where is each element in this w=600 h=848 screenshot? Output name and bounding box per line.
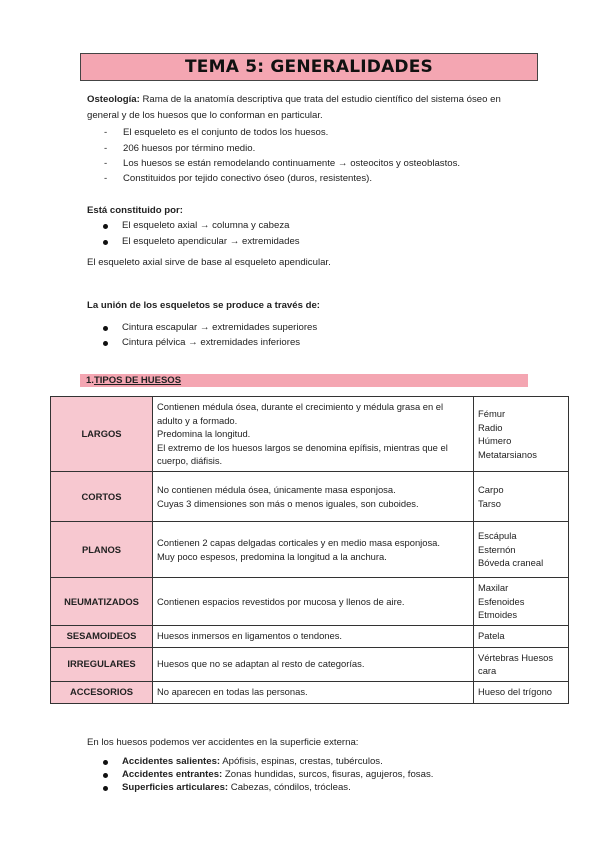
example-line: Maxilar: [478, 582, 509, 593]
example-line: Fémur: [478, 408, 506, 419]
bullet-icon: [103, 341, 108, 346]
bone-types-table: [50, 396, 569, 704]
section-number: 1.: [86, 375, 94, 386]
bullet-icon: [103, 773, 108, 778]
desc-line: Contienen espacios revestidos por mucosa y llenos de aire.: [157, 595, 405, 607]
list-item: - El esqueleto es el conjunto de todos los huesos.: [104, 126, 328, 140]
desc-line: Contienen 2 capas delgadas corticales y en medio masa esponjosa.: [157, 537, 440, 548]
list-item: El esqueleto axial → columna y cabeza: [103, 219, 289, 233]
desc-line: No contienen médula ósea, únicamente masa esponjosa.: [157, 484, 396, 495]
bone-type-cell: SESAMOIDEOS: [51, 625, 153, 647]
bullet-icon: [103, 240, 108, 245]
bullet-icon: [103, 224, 108, 229]
osteologia-text: Rama de la anatomía descriptiva que trata del estudio científico del sistema óseo en general y de los huesos que lo conforman en particular.: [87, 94, 501, 121]
example-line: Metatarsianos: [478, 448, 537, 460]
bone-desc-cell: [153, 681, 474, 703]
desc-line: Huesos inmersos en ligamentos o tendones.: [157, 630, 343, 642]
bone-type-cell: NEUMATIZADOS: [51, 578, 153, 626]
example-line: Hueso del trígono: [478, 686, 553, 698]
bone-examples-cell: [474, 681, 569, 703]
bone-examples-cell: [474, 647, 569, 681]
bone-examples-cell: [474, 625, 569, 647]
page-title: TEMA 5: GENERALIDADES: [185, 57, 433, 77]
list-item: Accidentes salientes: Apófisis, espinas, crestas, tubérculos.: [103, 755, 383, 769]
list-item: El esqueleto apendicular → extremidades: [103, 235, 300, 249]
list-item: Cintura pélvica → extremidades inferiores: [103, 336, 300, 350]
example-line: Vértebras Huesos cara: [478, 651, 554, 676]
example-line: Patela: [478, 630, 505, 642]
example-line: Húmero: [478, 435, 512, 446]
desc-line: No aparecen en todas las personas.: [157, 686, 308, 698]
list-item: Cintura escapular → extremidades superiores: [103, 321, 317, 335]
bone-type-cell: LARGOS: [51, 397, 153, 472]
section-heading: [80, 374, 528, 387]
table-row: [51, 625, 569, 647]
bone-examples-cell: [474, 472, 569, 522]
table-row: [51, 578, 569, 626]
example-line: Carpo: [478, 484, 504, 495]
bone-desc-cell: [153, 625, 474, 647]
bone-type-cell: PLANOS: [51, 522, 153, 578]
list-item: - Constituidos por tejido conectivo óseo (duros, resistentes).: [104, 172, 372, 186]
section-title: TIPOS DE HUESOS: [93, 375, 182, 386]
bone-examples-cell: [474, 522, 569, 578]
table-row: [51, 681, 569, 703]
desc-line: Contienen médula ósea, durante el crecimiento y médula grasa en el adulto y a formado.: [157, 401, 444, 426]
desc-line: Muy poco espesos, predomina la longitud a la anchura.: [157, 550, 387, 562]
example-line: Bóveda craneal: [478, 557, 544, 569]
example-line: Esfenoides: [478, 595, 525, 607]
example-line: Tarso: [478, 497, 501, 509]
desc-line: Cuyas 3 dimensiones son más o menos iguales, son cuboides.: [157, 497, 419, 509]
table-row: [51, 647, 569, 681]
bone-desc-cell: [153, 522, 474, 578]
table-row: [51, 472, 569, 522]
title-banner: [80, 53, 538, 81]
osteologia-definition: [87, 92, 532, 124]
desc-line: Huesos que no se adaptan al resto de categorías.: [157, 658, 365, 670]
desc-line: El extremo de los huesos largos se denomina epífisis, mientras que el cuerpo, diáfisis.: [157, 441, 448, 467]
example-line: Escápula: [478, 530, 517, 542]
osteologia-term: Osteología:: [87, 94, 140, 105]
example-line: Esternón: [478, 543, 516, 555]
constituido-heading: Está constituido por:: [87, 205, 183, 216]
table-row: [51, 397, 569, 472]
bone-type-cell: IRREGULARES: [51, 647, 153, 681]
bullet-icon: [103, 786, 108, 791]
bone-desc-cell: [153, 397, 474, 472]
example-line: Etmoides: [478, 609, 518, 620]
bone-type-cell: ACCESORIOS: [51, 681, 153, 703]
bone-desc-cell: [153, 472, 474, 522]
accidentes-intro: En los huesos podemos ver accidentes en la superficie externa:: [87, 737, 359, 748]
bone-desc-cell: [153, 647, 474, 681]
list-item: Superficies articulares: Cabezas, cóndilos, trócleas.: [103, 781, 351, 795]
union-heading: La unión de los esqueletos se produce a través de:: [87, 300, 320, 311]
bone-desc-cell: [153, 578, 474, 626]
table-row: [51, 522, 569, 578]
bone-type-cell: CORTOS: [51, 472, 153, 522]
bullet-icon: [103, 326, 108, 331]
desc-line: Predomina la longitud.: [157, 428, 251, 440]
example-line: Radio: [478, 421, 503, 433]
list-item: - 206 huesos por término medio.: [104, 142, 255, 156]
list-item: Accidentes entrantes: Zonas hundidas, surcos, fisuras, agujeros, fosas.: [103, 768, 433, 782]
list-item: - Los huesos se están remodelando continuamente → osteocitos y osteoblastos.: [104, 157, 460, 171]
constituido-note: El esqueleto axial sirve de base al esqueleto apendicular.: [87, 257, 331, 268]
bone-examples-cell: [474, 397, 569, 472]
bullet-icon: [103, 760, 108, 765]
bone-examples-cell: [474, 578, 569, 626]
